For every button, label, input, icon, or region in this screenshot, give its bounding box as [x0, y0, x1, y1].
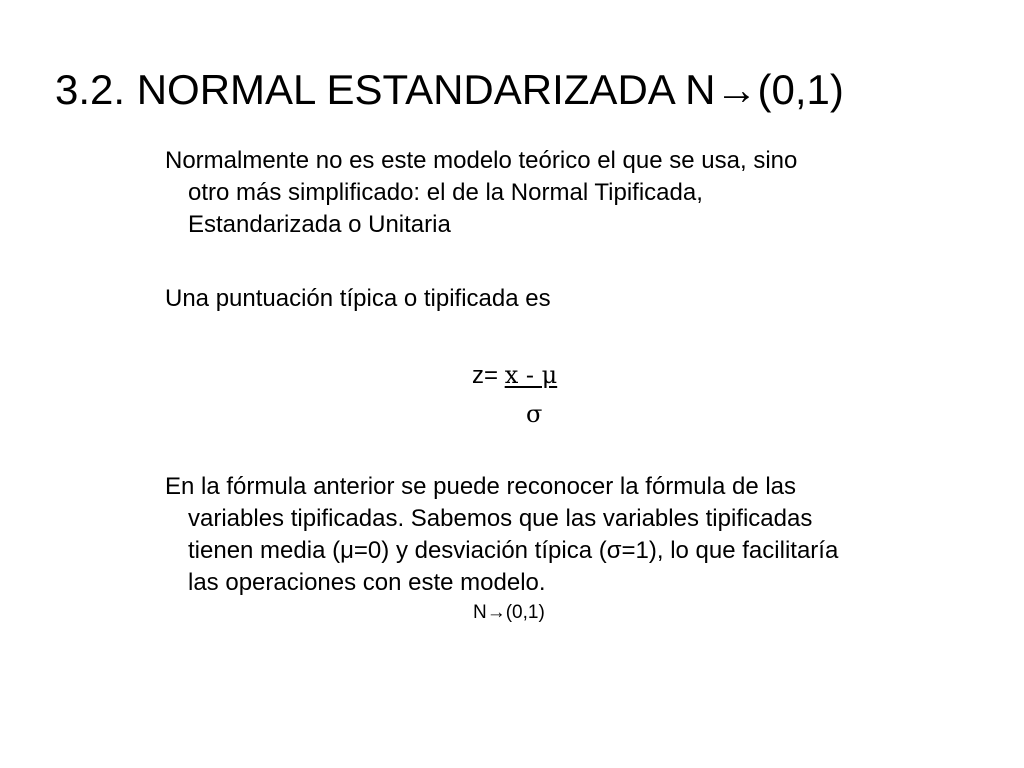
- explanation-line-2: variables tipificadas. Sabemos que las variables tipificadas: [188, 505, 813, 532]
- z-score-formula-numerator-row: [472, 361, 557, 390]
- formula-numerator: x - μ: [504, 361, 558, 389]
- definition-paragraph: Una puntuación típica o tipificada es: [165, 285, 551, 312]
- explanation-line-4: las operaciones con este modelo.: [188, 569, 546, 596]
- footer-notation: N→(0,1): [473, 602, 545, 623]
- intro-line-3: Estandarizada o Unitaria: [188, 211, 451, 238]
- slide-title: 3.2. NORMAL ESTANDARIZADA N→(0,1): [55, 66, 844, 113]
- formula-denominator: σ: [526, 400, 543, 428]
- intro-paragraph: [165, 145, 965, 241]
- intro-line-1: Normalmente no es este modelo teórico el que se usa, sino: [165, 147, 798, 174]
- formula-lhs: z=: [472, 362, 499, 389]
- explanation-line-1: En la fórmula anterior se puede reconocer la fórmula de las: [165, 473, 797, 500]
- explanation-paragraph: [165, 471, 965, 599]
- intro-line-2: otro más simplificado: el de la Normal Tipificada,: [188, 179, 703, 206]
- explanation-line-3: tienen media (μ=0) y desviación típica (σ=1), lo que facilitaría: [188, 537, 839, 564]
